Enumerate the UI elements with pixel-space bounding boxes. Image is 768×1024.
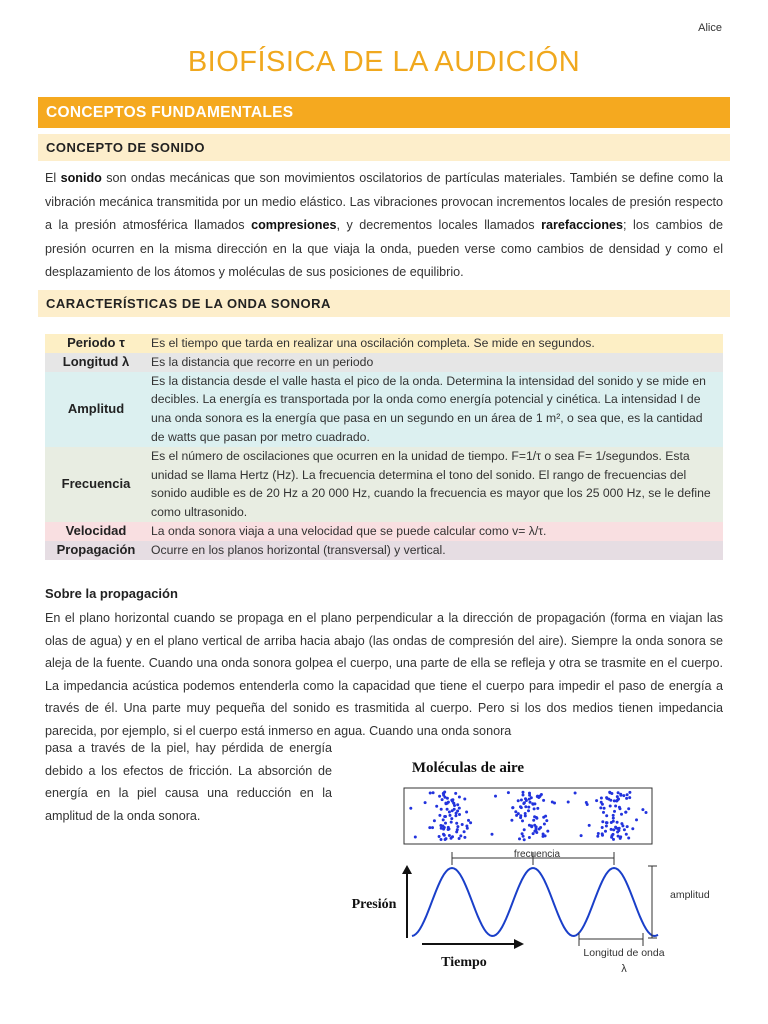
air-molecule [458, 837, 461, 840]
air-molecule [451, 809, 454, 812]
air-molecule [442, 818, 445, 821]
air-molecule [521, 832, 524, 835]
air-molecule [527, 809, 530, 812]
air-molecule [448, 828, 451, 831]
air-molecule [602, 811, 605, 814]
air-molecules-dots [409, 791, 647, 842]
air-molecule [442, 792, 445, 795]
air-molecule [527, 806, 530, 809]
table-row [45, 522, 723, 541]
term-cell: Frecuencia [61, 475, 131, 491]
air-molecule [532, 832, 535, 835]
air-molecule [528, 792, 531, 795]
air-molecule [510, 819, 513, 822]
air-molecule [600, 797, 603, 800]
air-molecule [438, 814, 441, 817]
air-molecule [522, 794, 525, 797]
air-molecule [514, 810, 517, 813]
air-molecule [444, 822, 447, 825]
air-molecule [528, 836, 531, 839]
air-molecule [626, 793, 629, 796]
desc-cell: Es la distancia que recorre en un periodo [151, 354, 374, 369]
air-molecule [446, 808, 449, 811]
air-molecule [580, 834, 583, 837]
air-molecule [616, 831, 619, 834]
air-molecule [597, 832, 600, 835]
keyword-sonido: sonido [60, 171, 102, 185]
text-run: , y decrementos locales llamados [336, 218, 542, 233]
air-molecule [625, 833, 628, 836]
air-molecule [536, 807, 539, 810]
air-molecule [612, 817, 615, 820]
air-molecule [525, 799, 528, 802]
pressure-axis-arrow [402, 865, 412, 874]
air-molecule [619, 835, 622, 838]
air-molecule [613, 810, 616, 813]
air-molecule [456, 810, 459, 813]
desc-cell: Es la distancia desde el valle hasta el pico de la onda. Determina la intensidad del sonido y se mide en decibles. La energía es transportada por la onda como energía potencial y cinética. La intensidad I de una onda sonora es la energía que pasa en un segundo en un área de 1 m², o sea que, es la cantidad de watts que pasan por metro cuadrado. [151, 373, 706, 444]
air-molecule [588, 824, 591, 827]
air-molecule [605, 814, 608, 817]
air-molecule [615, 800, 618, 803]
wavelength-label: Longitud de onda [583, 947, 665, 959]
air-molecule [466, 827, 469, 830]
air-molecule [542, 799, 545, 802]
term-cell: Propagación [56, 541, 136, 557]
air-molecule [532, 819, 535, 822]
desc-cell: La onda sonora viaja a una velocidad que se puede calcular como v= λ/τ. [151, 523, 547, 538]
pressure-label: Presión [351, 897, 397, 912]
air-molecule [635, 818, 638, 821]
air-molecule [535, 817, 538, 820]
air-molecule [544, 834, 547, 837]
air-molecule [443, 815, 446, 818]
air-molecule [585, 801, 588, 804]
air-molecule [454, 814, 457, 817]
air-molecule [619, 793, 622, 796]
air-molecule [601, 832, 604, 835]
keyword-compresiones: compresiones [251, 218, 337, 233]
air-molecule [618, 806, 621, 809]
air-molecule [626, 825, 629, 828]
air-molecule [435, 805, 438, 808]
air-molecule [491, 833, 494, 836]
air-molecule [528, 798, 531, 801]
air-molecule [612, 828, 615, 831]
air-molecule [459, 834, 462, 837]
air-molecule [596, 835, 599, 838]
air-molecule [448, 811, 451, 814]
air-molecule [456, 803, 459, 806]
propagacion-paragraph: En el plano horizontal cuando se propaga en el plano perpendicular a la dirección de propagación (forma en viajan las olas de agua) y en el plano vertical de arriba hacia abajo (las ondas de compresión del aire). Siempre la onda sonora se aleja de la fuente. Cuando una onda sonora golpea el cuerpo, una parte de ella se refleja y otra se trasmite en el cuerpo. La impedancia acústica podemos entenderla como la capacidad que tiene el cuerpo para impedir el paso de energía a través de él. Una parte muy pequeña del sonido es trasmitida al cuerpo. Pero si los dos medios tienen impedancia parecida, por ejemplo, si el cuerpo está inmerso en agua. Cuando una onda sonora [45, 611, 723, 738]
air-molecule [424, 801, 427, 804]
term-cell: Longitud λ [62, 353, 130, 369]
keyword-rarefacciones: rarefacciones [541, 218, 624, 233]
table-row [45, 334, 723, 353]
air-molecule [522, 791, 525, 794]
table-row [45, 372, 723, 447]
desc-cell: Es el tiempo que tarda en realizar una oscilación completa. Se mide en segundos. [151, 336, 595, 350]
air-molecule [618, 827, 621, 830]
air-molecule [469, 821, 472, 824]
air-molecule [645, 811, 648, 814]
air-molecule [606, 821, 609, 824]
air-molecule [444, 838, 447, 841]
air-molecule [612, 814, 615, 817]
air-molecule [441, 798, 444, 801]
air-molecule [544, 815, 547, 818]
air-molecule [599, 806, 602, 809]
air-molecule [429, 792, 432, 795]
air-molecule [440, 838, 443, 841]
air-molecule [612, 838, 615, 841]
air-molecule [551, 801, 554, 804]
text-run: ; los cambios de presión ocurren en la misma dirección en la que viaja la onda, pueden verse como cambios de densidad y como el desplazamiento de los átomos y moléculas de sus posiciones de equilibrio. [45, 218, 723, 280]
frequency-label: frecuencia [513, 849, 561, 860]
air-molecule [600, 801, 603, 804]
air-molecule [605, 825, 608, 828]
air-molecule [622, 794, 625, 797]
air-molecule [595, 799, 598, 802]
air-molecule [431, 826, 434, 829]
time-label: Tiempo [441, 955, 487, 970]
air-molecule [574, 792, 577, 795]
air-molecule [610, 821, 613, 824]
air-molecule [456, 825, 459, 828]
air-molecule [456, 828, 459, 831]
table-row [45, 447, 723, 522]
air-molecule [529, 801, 532, 804]
air-molecule [432, 791, 435, 794]
air-molecule [458, 813, 461, 816]
air-molecule [567, 801, 570, 804]
air-molecule [443, 834, 446, 837]
air-molecule [601, 820, 604, 823]
air-molecule [428, 826, 431, 829]
propagacion-paragraph-continued: pasa a través de la piel, hay pérdida de energía debido a los efectos de fricción. La absorción de energía en la piel causa una reducción en la amplitud de la onda sonora. [45, 741, 332, 823]
air-molecule [454, 792, 457, 795]
air-molecule [463, 798, 466, 801]
text-run: El [45, 171, 61, 185]
text-run: son ondas mecánicas que son movimientos oscilatorios de partículas materiales. También se define como la vibración mecánica transmitida por un medio elástico. Las vibraciones provocan incrementos locales de presión respecto a la presión atmosférica llamados [45, 171, 724, 233]
air-molecule [610, 792, 613, 795]
diagram-title: Moléculas de aire [411, 760, 525, 776]
air-molecule [535, 827, 538, 830]
lambda-symbol: λ [621, 963, 627, 975]
air-molecule [451, 798, 454, 801]
air-molecule [507, 791, 510, 794]
air-molecule [605, 796, 608, 799]
concepto-heading: CONCEPTO DE SONIDO [38, 134, 730, 161]
air-molecule [438, 835, 441, 838]
desc-cell: Es el número de oscilaciones que ocurren en la unidad de tiempo. F=1/τ o sea F= 1/segundos. Esta unidad se llama Hertz (Hz). La frecuencia determina el tono del sonido. El rango de frecuencias del sonido audible es de 20 Hz a 20 000 Hz, cuando la frecuencia es mayor que los 25 000 Hz, se le define como ultrasonido. [151, 448, 711, 520]
air-molecule [533, 802, 536, 805]
term-cell: Velocidad [65, 522, 127, 538]
sound-wave-diagram [332, 748, 712, 984]
air-molecule [631, 827, 634, 830]
air-molecule [467, 819, 470, 822]
air-molecule [624, 811, 627, 814]
air-molecule [524, 805, 527, 808]
air-molecule [448, 834, 451, 837]
propagacion-heading: Sobre la propagación [45, 586, 178, 601]
air-molecule [522, 802, 525, 805]
air-molecule [438, 795, 441, 798]
air-molecule [455, 822, 458, 825]
air-molecule [494, 795, 497, 798]
air-molecule [546, 830, 549, 833]
air-molecule [617, 791, 620, 794]
air-molecule [604, 830, 607, 833]
air-molecule [523, 838, 526, 841]
air-molecule [515, 814, 518, 817]
air-molecule [447, 801, 450, 804]
air-molecule [535, 831, 538, 834]
air-molecule [524, 812, 527, 815]
air-molecule [440, 808, 443, 811]
air-molecule [519, 814, 522, 817]
air-molecule [522, 835, 525, 838]
air-molecule [543, 823, 546, 826]
air-molecule [452, 802, 455, 805]
air-molecule [627, 807, 630, 810]
air-molecule [520, 799, 523, 802]
air-molecule [450, 821, 453, 824]
table-row [45, 353, 723, 372]
characteristics-table [45, 334, 723, 560]
air-molecule [627, 837, 630, 840]
concepto-paragraph [45, 167, 723, 285]
air-molecule [625, 797, 628, 800]
air-molecule [641, 808, 644, 811]
air-molecule [538, 828, 541, 831]
air-molecule [463, 830, 466, 833]
air-molecule [523, 828, 526, 831]
air-molecule [617, 835, 620, 838]
term-cell: Amplitud [67, 400, 125, 416]
air-molecule [441, 825, 444, 828]
air-molecule [611, 834, 614, 837]
air-molecule [463, 836, 466, 839]
sound-wave [412, 868, 658, 936]
air-molecule [450, 837, 453, 840]
air-molecule [521, 819, 524, 822]
air-molecule [461, 823, 464, 826]
air-molecule [628, 796, 631, 799]
air-molecule [623, 828, 626, 831]
air-molecule [518, 837, 521, 840]
amplitude-label: amplitud [670, 889, 710, 901]
author-name: Alice [698, 22, 722, 34]
air-molecule [537, 796, 540, 799]
air-molecule [603, 807, 606, 810]
air-molecule [615, 827, 618, 830]
air-molecule [450, 817, 453, 820]
air-molecule [465, 811, 468, 814]
air-molecule [528, 824, 531, 827]
air-molecule [628, 791, 631, 794]
page-title: BIOFÍSICA DE LA AUDICIÓN [187, 46, 581, 78]
air-molecule [533, 824, 536, 827]
air-molecule [614, 805, 617, 808]
air-molecule [511, 806, 514, 809]
air-molecule [449, 814, 452, 817]
air-molecule [620, 813, 623, 816]
table-row [45, 541, 723, 560]
air-molecule [458, 796, 461, 799]
air-molecule [610, 828, 613, 831]
air-molecule [409, 807, 412, 810]
air-molecule [520, 806, 523, 809]
air-molecule [433, 819, 436, 822]
caracteristicas-heading: CARACTERÍSTICAS DE LA ONDA SONORA [38, 290, 730, 317]
term-cell: Periodo τ [67, 335, 125, 350]
section-heading: CONCEPTOS FUNDAMENTALES [38, 97, 730, 128]
time-axis-arrow [514, 939, 524, 949]
air-molecule [545, 819, 548, 822]
air-molecule [616, 821, 619, 824]
air-molecule [601, 826, 604, 829]
air-molecule [458, 807, 461, 810]
air-molecule [517, 799, 520, 802]
air-molecule [621, 824, 624, 827]
desc-cell: Ocurre en los planos horizontal (transversal) y vertical. [151, 542, 446, 557]
air-molecule [609, 805, 612, 808]
air-molecule [533, 807, 536, 810]
air-molecule [414, 836, 417, 839]
